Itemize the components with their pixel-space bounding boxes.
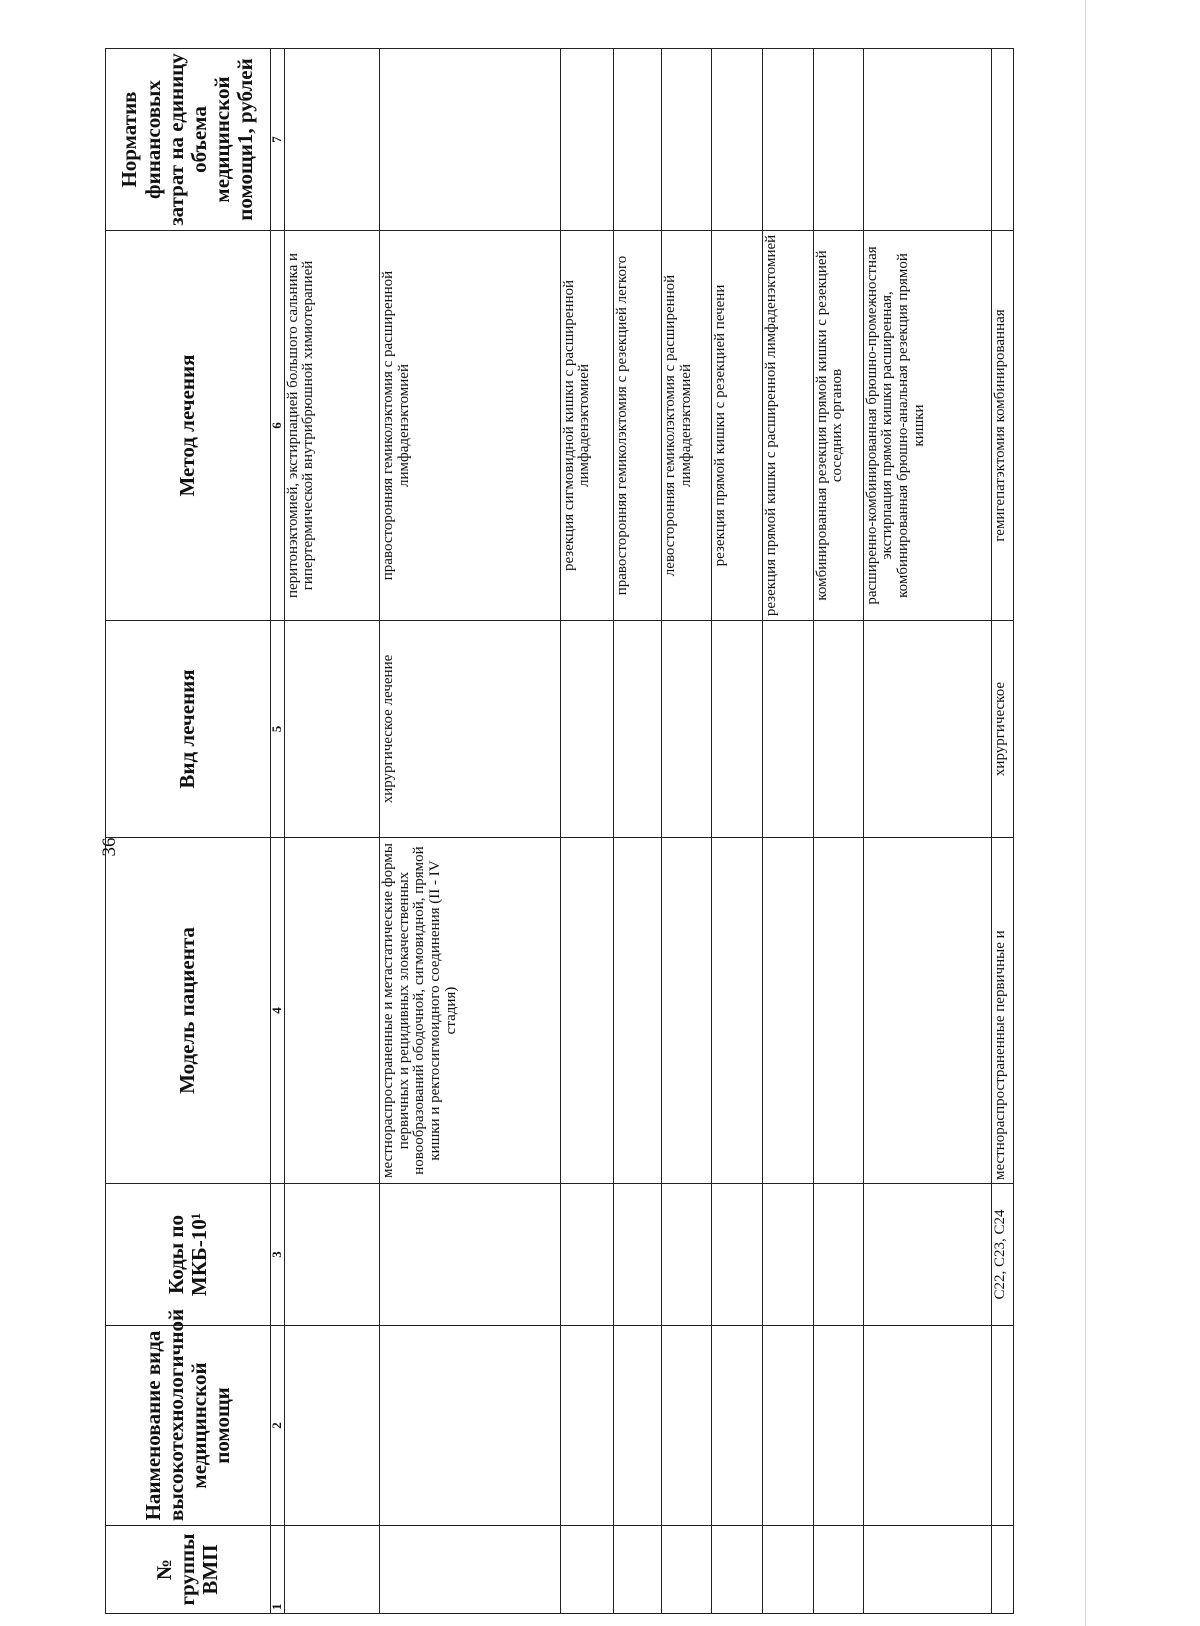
page-number: 36	[99, 837, 120, 857]
column-number: 2	[270, 1326, 284, 1526]
table-row	[863, 49, 992, 1614]
table-row	[284, 49, 379, 1614]
header-patient-model: Модель пациента	[106, 838, 271, 1184]
cell-treatment: хирургическое	[992, 621, 1014, 838]
cell-method: комбинированная резекция прямой кишки с резекцией соседних органов	[813, 231, 863, 621]
cell-treatment	[613, 621, 662, 838]
cell-codes: C22, C23, C24	[992, 1184, 1014, 1326]
cell-model	[284, 838, 379, 1184]
cell-name	[992, 1326, 1014, 1526]
cell-model	[762, 838, 813, 1184]
cell-treatment	[284, 621, 379, 838]
table-row	[992, 49, 1014, 1614]
header-cost-norm: Норматив финансовых затрат на единицу объема медицинской помощи1, рублей	[106, 49, 271, 231]
cell-method: перитонэктомией, экстирпацией большого сальника и гипертермической внутрибрюшной химиотерапией	[284, 231, 379, 621]
cell-name	[863, 1326, 992, 1526]
cell-name	[662, 1326, 712, 1526]
cell-codes	[284, 1184, 379, 1326]
table-row	[379, 49, 560, 1614]
cell-name	[613, 1326, 662, 1526]
cell-norm	[863, 49, 992, 231]
cell-model	[613, 838, 662, 1184]
cell-num	[379, 1526, 560, 1614]
header-row	[106, 49, 271, 1614]
cell-codes	[662, 1184, 712, 1326]
cell-num	[712, 1526, 763, 1614]
table-row	[560, 49, 613, 1614]
cell-model: местнораспространенные первичные и	[992, 838, 1014, 1184]
cell-treatment	[863, 621, 992, 838]
cell-norm	[992, 49, 1014, 231]
cell-norm	[662, 49, 712, 231]
cell-num	[863, 1526, 992, 1614]
cell-name	[712, 1326, 763, 1526]
cell-treatment: хирургическое лечение	[379, 621, 560, 838]
header-treatment-type: Вид лечения	[106, 621, 271, 838]
table-row	[662, 49, 712, 1614]
column-number: 3	[270, 1184, 284, 1326]
cell-method: левосторонняя гемиколэктомия с расширенной лимфаденэктомией	[662, 231, 712, 621]
cell-model	[813, 838, 863, 1184]
column-number: 7	[270, 49, 284, 231]
cell-model	[712, 838, 763, 1184]
cell-method: правосторонняя гемиколэктомия с расширенной лимфаденэктомией	[379, 231, 560, 621]
table-row	[813, 49, 863, 1614]
cell-method: резекция прямой кишки с расширенной лимфаденэктомией	[762, 231, 813, 621]
cell-name	[762, 1326, 813, 1526]
cell-num	[560, 1526, 613, 1614]
cell-codes	[762, 1184, 813, 1326]
cell-treatment	[762, 621, 813, 838]
cell-num	[662, 1526, 712, 1614]
cell-num	[284, 1526, 379, 1614]
cell-num	[613, 1526, 662, 1614]
cell-norm	[712, 49, 763, 231]
cell-num	[813, 1526, 863, 1614]
header-treatment-method: Метод лечения	[106, 231, 271, 621]
column-number: 5	[270, 621, 284, 838]
column-number: 4	[270, 838, 284, 1184]
cell-codes	[379, 1184, 560, 1326]
table-row	[613, 49, 662, 1614]
vmp-table	[105, 48, 1014, 1614]
cell-num	[762, 1526, 813, 1614]
cell-method: резекция сигмовидной кишки с расширенной лимфаденэктомией	[560, 231, 613, 621]
cell-treatment	[560, 621, 613, 838]
cell-name	[379, 1326, 560, 1526]
table-row	[762, 49, 813, 1614]
cell-name	[813, 1326, 863, 1526]
cell-norm	[613, 49, 662, 231]
cell-method: расширенно-комбинированная брюшно-промежностная экстирпация прямой кишки расширенная, комбинированная брюшно-анальная резекция прямой кишки	[863, 231, 992, 621]
cell-model: местнораспространенные и метастатические формы первичных и рецидивных злокачественных новообразований ободочной, сигмовидной, прямой кишки и ректосигмоидного соединения (II - IV стадия)	[379, 838, 560, 1184]
header-icd-codes: Коды по МКБ-10¹	[106, 1184, 271, 1326]
column-number: 6	[270, 231, 284, 621]
cell-model	[560, 838, 613, 1184]
cell-treatment	[813, 621, 863, 838]
cell-treatment	[712, 621, 763, 838]
page-right-edge	[1085, 0, 1086, 1626]
cell-codes	[560, 1184, 613, 1326]
cell-method: правосторонняя гемиколэктомия с резекцией легкого	[613, 231, 662, 621]
cell-name	[284, 1326, 379, 1526]
cell-name	[560, 1326, 613, 1526]
cell-method: резекция прямой кишки с резекцией печени	[712, 231, 763, 621]
column-number-row	[270, 49, 284, 1614]
cell-treatment	[662, 621, 712, 838]
cell-method: гемигепатэктомия комбинированная	[992, 231, 1014, 621]
cell-norm	[813, 49, 863, 231]
table-row	[712, 49, 763, 1614]
cell-norm	[762, 49, 813, 231]
rotated-table-container	[105, 49, 1014, 1614]
cell-codes	[613, 1184, 662, 1326]
cell-num	[992, 1526, 1014, 1614]
column-number: 1	[270, 1526, 284, 1614]
header-vmp-name: Наименование вида высокотехнологичной медицинской помощи	[106, 1326, 271, 1526]
cell-codes	[712, 1184, 763, 1326]
cell-norm	[284, 49, 379, 231]
cell-norm	[379, 49, 560, 231]
cell-model	[662, 838, 712, 1184]
cell-codes	[863, 1184, 992, 1326]
cell-codes	[813, 1184, 863, 1326]
cell-model	[863, 838, 992, 1184]
header-group-number: № группы ВМП	[106, 1526, 271, 1614]
cell-norm	[560, 49, 613, 231]
